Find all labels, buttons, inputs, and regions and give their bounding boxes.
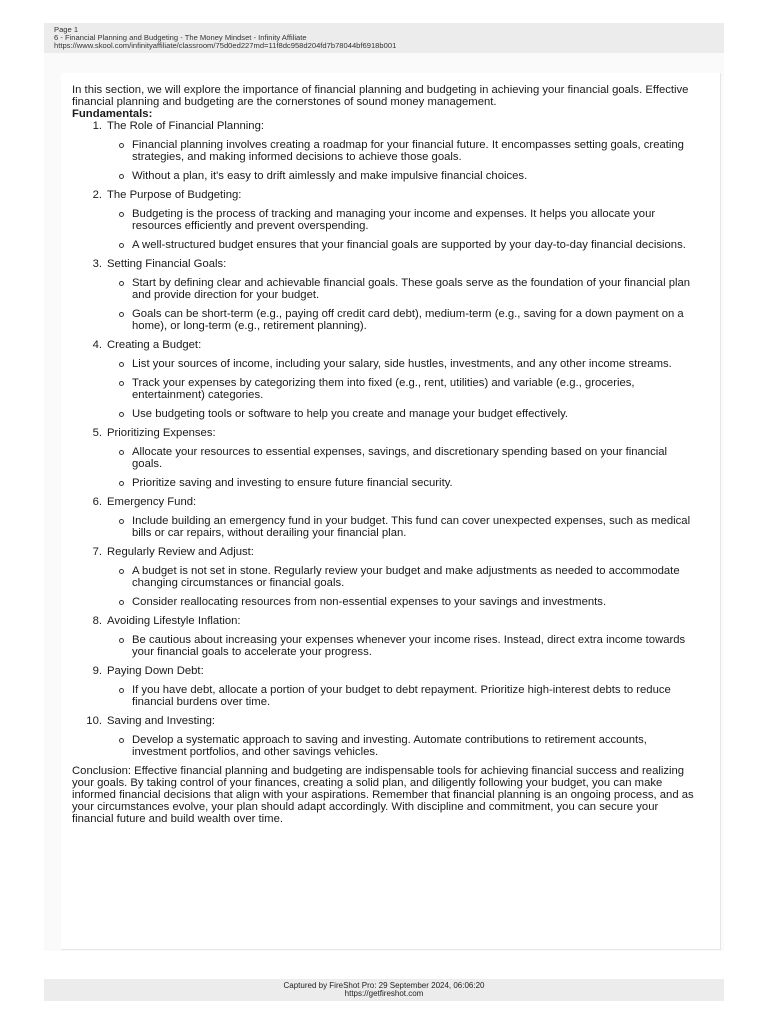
bullet-list: [72, 358, 698, 420]
bullet-circle-icon: [119, 688, 124, 693]
capture-footer: [44, 979, 724, 1001]
bullet-circle-icon: [119, 450, 124, 455]
section-item: [72, 427, 698, 489]
capture-text: Captured by FireShot Pro: 29 September 2024, 06:06:20: [283, 981, 485, 990]
bullet-list: [72, 208, 698, 251]
bullet-item: [72, 358, 698, 370]
bullet-text: Budgeting is the process of tracking and managing your income and expenses. It helps you allocate your resources efficiently and prevent overspending.: [132, 208, 656, 232]
section-item: [72, 665, 698, 708]
bullet-circle-icon: [119, 412, 124, 417]
bullet-text: Financial planning involves creating a roadmap for your financial future. It encompasses setting goals, creating strategies, and making informed decisions to achieve those goals.: [132, 139, 684, 163]
section-title: [72, 546, 698, 558]
section-title-text: Prioritizing Expenses:: [107, 427, 216, 439]
bullet-circle-icon: [119, 362, 124, 367]
page-label: Page 1: [54, 26, 79, 34]
bullet-list: [72, 565, 698, 608]
bullet-item: [72, 634, 698, 658]
bullet-item: [72, 446, 698, 470]
section-item: [72, 715, 698, 758]
bullet-list: [72, 515, 698, 539]
section-title: [72, 120, 698, 132]
bullet-text: List your sources of income, including your salary, side hustles, investments, and any other income streams.: [132, 358, 672, 370]
capture-url: https://getfireshot.com: [344, 989, 424, 998]
document-content: [72, 84, 698, 825]
bullet-list: [72, 734, 698, 758]
section-number: 4.: [92, 339, 102, 351]
bullet-item: [72, 515, 698, 539]
bullet-item: [72, 139, 698, 163]
bullet-item: [72, 477, 698, 489]
section-title-text: Avoiding Lifestyle Inflation:: [107, 615, 241, 627]
section-number: 2.: [92, 189, 102, 201]
section-number: 8.: [92, 615, 102, 627]
fundamentals-heading: Fundamentals:: [72, 108, 153, 120]
section-title: [72, 427, 698, 439]
section-title: [72, 189, 698, 201]
bullet-circle-icon: [119, 638, 124, 643]
section-number: 6.: [92, 496, 102, 508]
section-title: [72, 258, 698, 270]
section-number: 10.: [86, 715, 102, 727]
bullet-list: [72, 446, 698, 489]
section-item: [72, 189, 698, 251]
intro-paragraph: In this section, we will explore the importance of financial planning and budgeting in achieving your financial goals. Effective financial planning and budgeting are the cornerstones of sound money management.: [72, 84, 689, 108]
section-item: [72, 546, 698, 608]
section-title-text: Emergency Fund:: [107, 496, 197, 508]
bullet-list: [72, 139, 698, 182]
bullet-circle-icon: [119, 243, 124, 248]
page-url: https://www.skool.com/infinityaffiliate/classroom/75d0ed227md=11f8dc958d204fd7b78044bf6918b001: [54, 42, 397, 50]
section-title-text: Saving and Investing:: [107, 715, 216, 727]
section-item: [72, 120, 698, 182]
bullet-item: [72, 277, 698, 301]
bullet-circle-icon: [119, 281, 124, 286]
section-title-text: Paying Down Debt:: [107, 665, 204, 677]
bullet-list: [72, 277, 698, 332]
section-title: [72, 665, 698, 677]
bullet-item: [72, 239, 698, 251]
section-title-text: Regularly Review and Adjust:: [107, 546, 254, 558]
conclusion-paragraph: Conclusion: Effective financial planning and budgeting are indispensable tools for achieving financial success and realizing your goals. By taking control of your finances, creating a solid plan, and diligently following your budget, you can make informed financial decisions that align with your aspirations. Remember that financial planning is an ongoing process, and as your circumstances evolve, your plan should adapt accordingly. With discipline and commitment, you can secure your financial future and build wealth over time.: [72, 765, 694, 825]
print-header: [44, 23, 724, 53]
section-title: [72, 339, 698, 351]
bullet-text: A well-structured budget ensures that your financial goals are supported by your day-to-day financial decisions.: [132, 239, 686, 251]
section-item: [72, 258, 698, 332]
section-item: [72, 496, 698, 539]
section-item: [72, 339, 698, 420]
bullet-text: Be cautious about increasing your expenses whenever your income rises. Instead, direct extra income towards your financial goals to accelerate your progress.: [132, 634, 686, 658]
section-title: [72, 496, 698, 508]
bullet-circle-icon: [119, 738, 124, 743]
bullet-item: [72, 408, 698, 420]
section-number: 7.: [92, 546, 102, 558]
section-title: [72, 715, 698, 727]
bullet-text: Allocate your resources to essential expenses, savings, and discretionary spending based on your financial goals.: [132, 446, 668, 470]
bullet-circle-icon: [119, 312, 124, 317]
bullet-circle-icon: [119, 143, 124, 148]
section-title-text: The Role of Financial Planning:: [107, 120, 264, 132]
bullet-item: [72, 208, 698, 232]
bullet-circle-icon: [119, 481, 124, 486]
bullet-text: Include building an emergency fund in your budget. This fund can cover unexpected expenses, such as medical bills or car repairs, without derailing your financial plan.: [132, 515, 691, 539]
section-number: 9.: [92, 665, 102, 677]
bullet-text: Start by defining clear and achievable financial goals. These goals serve as the foundation of your financial plan and provide direction for your budget.: [132, 277, 691, 301]
bullet-text: If you have debt, allocate a portion of your budget to debt repayment. Prioritize high-interest debts to reduce financial burdens over time.: [132, 684, 671, 708]
section-title-text: Setting Financial Goals:: [107, 258, 227, 270]
section-title-text: Creating a Budget:: [107, 339, 202, 351]
bullet-text: Consider reallocating resources from non-essential expenses to your savings and investments.: [132, 596, 607, 608]
bullet-item: [72, 170, 698, 182]
bullet-text: Develop a systematic approach to saving and investing. Automate contributions to retirement accounts, investment portfolios, and other savings vehicles.: [132, 734, 647, 758]
section-number: 1.: [92, 120, 102, 132]
bullet-text: Use budgeting tools or software to help you create and manage your budget effectively.: [132, 408, 569, 420]
page-title: 6 - Financial Planning and Budgeting - The Money Mindset - Infinity Affiliate: [54, 34, 307, 42]
bullet-text: Track your expenses by categorizing them into fixed (e.g., rent, utilities) and variable (e.g., groceries, entertainment) categories.: [132, 377, 635, 401]
section-title-text: The Purpose of Budgeting:: [107, 189, 242, 201]
bullet-text: Prioritize saving and investing to ensure future financial security.: [132, 477, 453, 489]
sections-list: [72, 120, 698, 758]
bullet-text: Without a plan, it's easy to drift aimlessly and make impulsive financial choices.: [132, 170, 528, 182]
section-number: 5.: [92, 427, 102, 439]
bullet-item: [72, 565, 698, 589]
bullet-list: [72, 634, 698, 658]
bullet-item: [72, 596, 698, 608]
bullet-circle-icon: [119, 569, 124, 574]
bullet-circle-icon: [119, 381, 124, 386]
bullet-circle-icon: [119, 600, 124, 605]
section-item: [72, 615, 698, 658]
bullet-item: [72, 734, 698, 758]
bullet-circle-icon: [119, 174, 124, 179]
bullet-item: [72, 377, 698, 401]
bullet-circle-icon: [119, 519, 124, 524]
bullet-item: [72, 308, 698, 332]
bullet-item: [72, 684, 698, 708]
section-title: [72, 615, 698, 627]
bullet-text: Goals can be short-term (e.g., paying off credit card debt), medium-term (e.g., saving for a down payment on a home), or long-term (e.g., retirement planning).: [132, 308, 684, 332]
bullet-list: [72, 684, 698, 708]
section-number: 3.: [92, 258, 102, 270]
bullet-circle-icon: [119, 212, 124, 217]
bullet-text: A budget is not set in stone. Regularly review your budget and make adjustments as needed to accommodate changing circumstances or financial goals.: [132, 565, 680, 589]
